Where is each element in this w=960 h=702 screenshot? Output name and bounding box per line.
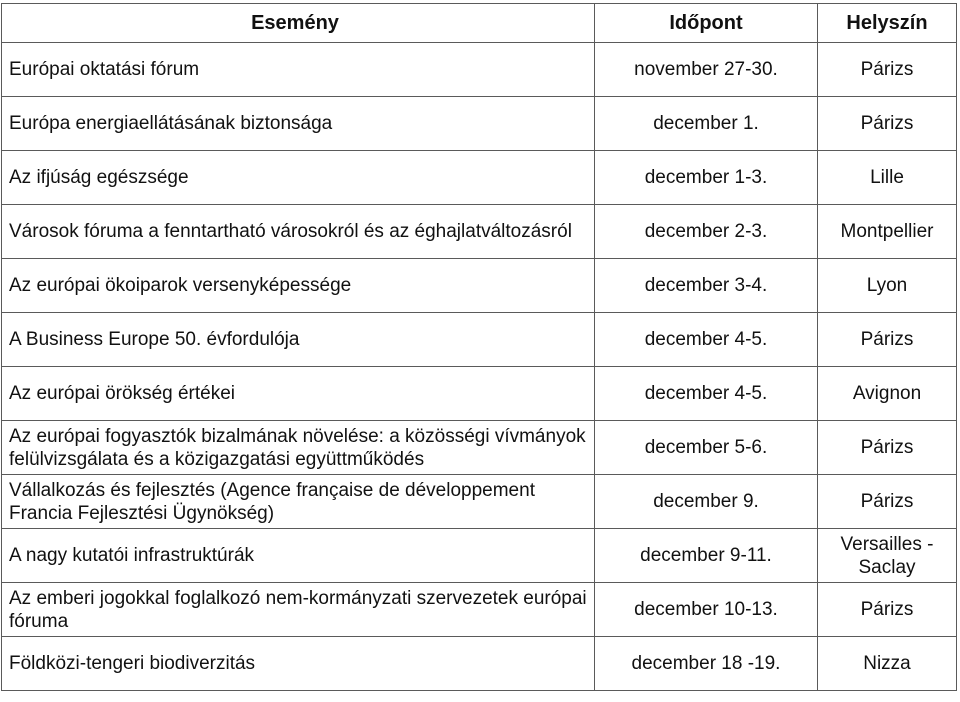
event-date: december 4-5. [595, 313, 818, 367]
table-row [2, 151, 957, 205]
events-table [1, 3, 957, 691]
table-row [2, 205, 957, 259]
table-row [2, 583, 957, 637]
event-date: november 27-30. [595, 43, 818, 97]
event-date: december 18 -19. [595, 637, 818, 691]
table-row [2, 637, 957, 691]
event-location: Lyon [818, 259, 957, 313]
event-name: Az európai örökség értékei [2, 367, 595, 421]
event-date: december 9. [595, 475, 818, 529]
event-date: december 1-3. [595, 151, 818, 205]
event-location: Párizs [818, 583, 957, 637]
event-name: Az ifjúság egészsége [2, 151, 595, 205]
table-row [2, 259, 957, 313]
event-location: Párizs [818, 313, 957, 367]
event-name: A Business Europe 50. évfordulója [2, 313, 595, 367]
event-location: Párizs [818, 421, 957, 475]
event-name: Vállalkozás és fejlesztés (Agence française de développement Francia Fejlesztési Ügynökség) [2, 475, 595, 529]
event-name: Európai oktatási fórum [2, 43, 595, 97]
event-location: Versailles - Saclay [818, 529, 957, 583]
table-row [2, 475, 957, 529]
event-date: december 9-11. [595, 529, 818, 583]
event-location: Párizs [818, 43, 957, 97]
event-name: Az európai fogyasztók bizalmának növelése: a közösségi vívmányok felülvizsgálata és a közigazgatási együttműködés [2, 421, 595, 475]
event-date: december 3-4. [595, 259, 818, 313]
table-row [2, 367, 957, 421]
table-row [2, 421, 957, 475]
header-event: Esemény [2, 4, 595, 43]
event-date: december 10-13. [595, 583, 818, 637]
event-name: Városok fóruma a fenntartható városokról és az éghajlatváltozásról [2, 205, 595, 259]
event-date: december 2-3. [595, 205, 818, 259]
event-date: december 1. [595, 97, 818, 151]
event-name: Európa energiaellátásának biztonsága [2, 97, 595, 151]
event-location: Lille [818, 151, 957, 205]
event-location: Párizs [818, 475, 957, 529]
table-row [2, 43, 957, 97]
event-location: Montpellier [818, 205, 957, 259]
header-row [2, 4, 957, 43]
event-name: Földközi-tengeri biodiverzitás [2, 637, 595, 691]
header-place: Helyszín [818, 4, 957, 43]
event-name: A nagy kutatói infrastruktúrák [2, 529, 595, 583]
table-row [2, 529, 957, 583]
table-row [2, 313, 957, 367]
event-location: Avignon [818, 367, 957, 421]
event-name: Az európai ökoiparok versenyképessége [2, 259, 595, 313]
event-name: Az emberi jogokkal foglalkozó nem-kormányzati szervezetek európai fóruma [2, 583, 595, 637]
event-date: december 4-5. [595, 367, 818, 421]
event-location: Párizs [818, 97, 957, 151]
header-time: Időpont [595, 4, 818, 43]
event-location: Nizza [818, 637, 957, 691]
table-row [2, 97, 957, 151]
event-date: december 5-6. [595, 421, 818, 475]
